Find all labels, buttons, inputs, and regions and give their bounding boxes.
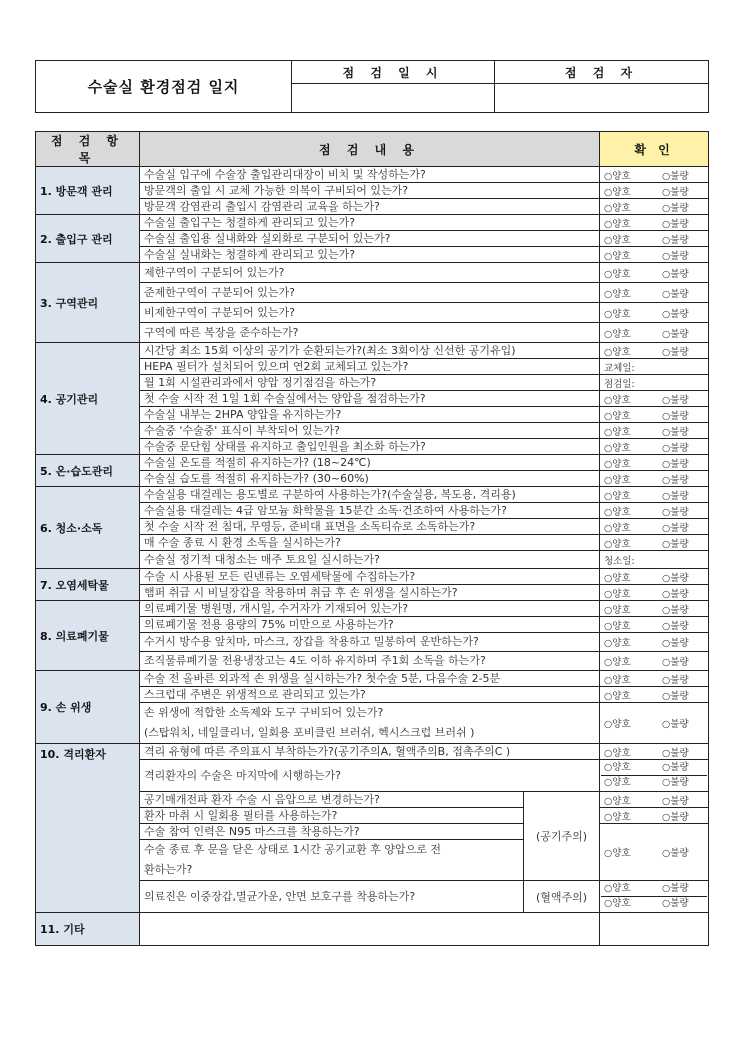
check-options[interactable]: ○양호 ○불량 [600,323,709,343]
check-item: 환자 마취 시 일회용 필터를 사용하는가? [140,808,524,824]
check-item: 손 위생에 적합한 소독제와 도구 구비되어 있는가? (스탑워치, 네일클리너, 일회용 포비클린 브러쉬, 헥시스크럽 브러쉬 ) [140,703,600,744]
airborne-precaution-label: (공기주의) [524,792,600,881]
check-options[interactable]: ○양호 ○불량 [600,487,709,503]
check-item: 수술실 입구에 수술장 출입관리대장이 비치 및 작성하는가? [140,167,600,183]
category-medical-waste: 8. 의료폐기물 [36,601,140,671]
check-options[interactable]: ○양호 ○불량 [600,569,709,585]
check-options[interactable]: ○양호 ○불량 [600,231,709,247]
check-item: 수술실용 대걸레는 4급 암모늄 화학물을 15분간 소독·건조하여 사용하는가? [140,503,600,519]
check-item: 수술실 온도를 적절히 유지하는가? (18~24℃) [140,455,600,471]
category-isolation: 10. 격리환자 [36,744,140,913]
check-item: 의료폐기물 전용 용량의 75% 미만으로 사용하는가? [140,617,600,633]
check-options[interactable]: ○양호 ○불량 [600,439,709,455]
col-content-header: 점 검 내 용 [140,132,600,167]
check-item: 수술중 문단힘 상태를 유지하고 출입인원을 최소화 하는가? [140,439,600,455]
check-options[interactable]: ○양호 ○불량 [600,535,709,551]
check-item: 햄퍼 취급 시 비닐장갑을 착용하며 취급 후 손 위생을 실시하는가? [140,585,600,601]
category-zone: 3. 구역관리 [36,263,140,343]
category-air: 4. 공기관리 [36,343,140,455]
other-notes-field[interactable] [140,913,600,946]
check-item: 제한구역이 구분되어 있는가? [140,263,600,283]
check-options[interactable]: ○양호 ○불량 [600,167,709,183]
date-header: 점 검 일 시 [292,61,495,84]
check-item: 수거시 방수용 앞치마, 마스크, 장갑을 착용하고 밀봉하여 운반하는가? [140,633,600,652]
check-item: 수술실 출입용 실내화와 실외화로 구분되어 있는가? [140,231,600,247]
check-item: 시간당 최소 15회 이상의 공기가 순환되는가?(최소 3회이상 신선한 공기유입) [140,343,600,359]
check-item: 비제한구역이 구분되어 있는가? [140,303,600,323]
check-options[interactable]: ○양호 ○불량 [600,585,709,601]
check-item: 격리 유형에 따른 주의표시 부착하는가?(공기주의A, 혈액주의B, 접촉주의C ) [140,744,600,760]
category-visitor: 1. 방문객 관리 [36,167,140,215]
check-options[interactable]: ○양호 ○불량 ○양호 ○불량 [600,760,709,792]
category-laundry: 7. 오염세탁물 [36,569,140,601]
replace-day-field[interactable]: 교체일: [600,359,709,375]
check-options[interactable]: ○양호 ○불량 [600,283,709,303]
category-other: 11. 기타 [36,913,140,946]
check-item: HEPA 필터가 설치되어 있으며 연2회 교체되고 있는가? [140,359,600,375]
inspection-table [35,131,709,946]
check-item: 조직물류폐기물 전용냉장고는 4도 이하 유지하며 주1회 소독을 하는가? [140,652,600,671]
check-item: 수술실용 대걸레는 용도별로 구분하여 사용하는가?(수술실용, 복도용, 격리용) [140,487,600,503]
check-options[interactable]: ○양호 ○불량 [600,407,709,423]
check-item: 준제한구역이 구분되어 있는가? [140,283,600,303]
category-hand-hygiene: 9. 손 위생 [36,671,140,744]
check-options[interactable]: ○양호 ○불량 [600,303,709,323]
check-item: 수술실 실내화는 청결하게 관리되고 있는가? [140,247,600,263]
category-cleaning: 6. 청소·소독 [36,487,140,569]
check-options[interactable]: ○양호 ○불량 [600,744,709,760]
check-options[interactable]: ○양호 ○불량 [600,703,709,744]
check-item: 매 수술 종료 시 환경 소독을 실시하는가? [140,535,600,551]
check-options[interactable]: ○양호 ○불량 [600,215,709,231]
check-item: 구역에 따른 복장을 준수하는가? [140,323,600,343]
check-options[interactable]: ○양호 ○불량 [600,792,709,808]
check-item: 스크럽대 주변은 위생적으로 관리되고 있는가? [140,687,600,703]
check-options[interactable]: ○양호 ○불량 [600,519,709,535]
check-options[interactable]: ○양호 ○불량 [600,471,709,487]
header-table [35,60,709,113]
category-temp-humidity: 5. 온·습도관리 [36,455,140,487]
check-options[interactable]: ○양호 ○불량 [600,808,709,824]
check-item: 의료폐기물 병원명, 개시일, 수거자가 기재되어 있는가? [140,601,600,617]
check-item: 격리환자의 수술은 마지막에 시행하는가? [140,760,600,792]
page-title: 수술실 환경점검 일지 [36,61,292,113]
category-entrance: 2. 출입구 관리 [36,215,140,263]
check-options[interactable]: ○양호 ○불량 [600,455,709,471]
check-options[interactable]: ○양호 ○불량 [600,601,709,617]
clean-day-field[interactable]: 청소일: [600,551,709,569]
check-item: 수술중 '수술중' 표식이 부착되어 있는가? [140,423,600,439]
blood-precaution-label: (혈액주의) [524,881,600,913]
inspector-field[interactable] [495,84,709,113]
check-item: 수술 종료 후 문을 닫은 상태로 1시간 공기교환 후 양압으로 전 환하는가? [140,840,524,881]
check-options[interactable]: ○양호 ○불량 [600,617,709,633]
check-item: 수술실 습도를 적절히 유지하는가? (30~60%) [140,471,600,487]
check-item: 수술실 출입구는 청결하게 관리되고 있는가? [140,215,600,231]
check-options[interactable]: ○양호 ○불량 [600,343,709,359]
check-options[interactable]: ○양호 ○불량 [600,183,709,199]
check-item: 방문객의 출입 시 교체 가능한 의복이 구비되어 있는가? [140,183,600,199]
check-item: 수술실 내부는 2HPA 양압을 유지하는가? [140,407,600,423]
check-options[interactable]: ○양호 ○불량 [600,423,709,439]
check-item: 공기매개전파 환자 수술 시 음압으로 변경하는가? [140,792,524,808]
check-item: 수술 전 올바른 외과적 손 위생을 실시하는가? 첫수술 5분, 다음수술 2-5분 [140,671,600,687]
check-options[interactable]: ○양호 ○불량 [600,391,709,407]
check-options[interactable]: ○양호 ○불량 [600,199,709,215]
check-item: 월 1회 시설관리과에서 양압 정기점검을 하는가? [140,375,600,391]
inspector-header: 점 검 자 [495,61,709,84]
date-field[interactable] [292,84,495,113]
check-item: 의료진은 이중장갑,멸균가운, 안면 보호구를 착용하는가? [140,881,524,913]
check-item: 첫 수술 시작 전 침대, 무영등, 준비대 표면을 소독티슈로 소독하는가? [140,519,600,535]
check-options[interactable]: ○양호 ○불량 [600,263,709,283]
check-options[interactable]: ○양호 ○불량 [600,671,709,687]
check-options[interactable]: ○양호 ○불량 [600,247,709,263]
check-options[interactable]: ○양호 ○불량 [600,503,709,519]
other-confirm-field[interactable] [600,913,709,946]
check-item: 수술실 정기적 대청소는 매주 토요일 실시하는가? [140,551,600,569]
check-day-field[interactable]: 점검일: [600,375,709,391]
check-item: 첫 수술 시작 전 1일 1회 수술실에서는 양압을 점검하는가? [140,391,600,407]
check-item: 방문객 감염관리 출입시 감염관리 교육을 하는가? [140,199,600,215]
col-confirm-header: 확 인 [600,132,709,167]
check-options[interactable]: ○양호 ○불량 [600,633,709,652]
check-item: 수술 참여 인력은 N95 마스크를 착용하는가? [140,824,524,840]
check-options[interactable]: ○양호 ○불량 [600,824,709,881]
check-options[interactable]: ○양호 ○불량 ○양호 ○불량 [600,881,709,913]
check-item: 수술 시 사용된 모든 린넨류는 오염세탁물에 수집하는가? [140,569,600,585]
col-item-header: 점 검 항 목 [36,132,140,167]
check-options[interactable]: ○양호 ○불량 [600,687,709,703]
check-options[interactable]: ○양호 ○불량 [600,652,709,671]
